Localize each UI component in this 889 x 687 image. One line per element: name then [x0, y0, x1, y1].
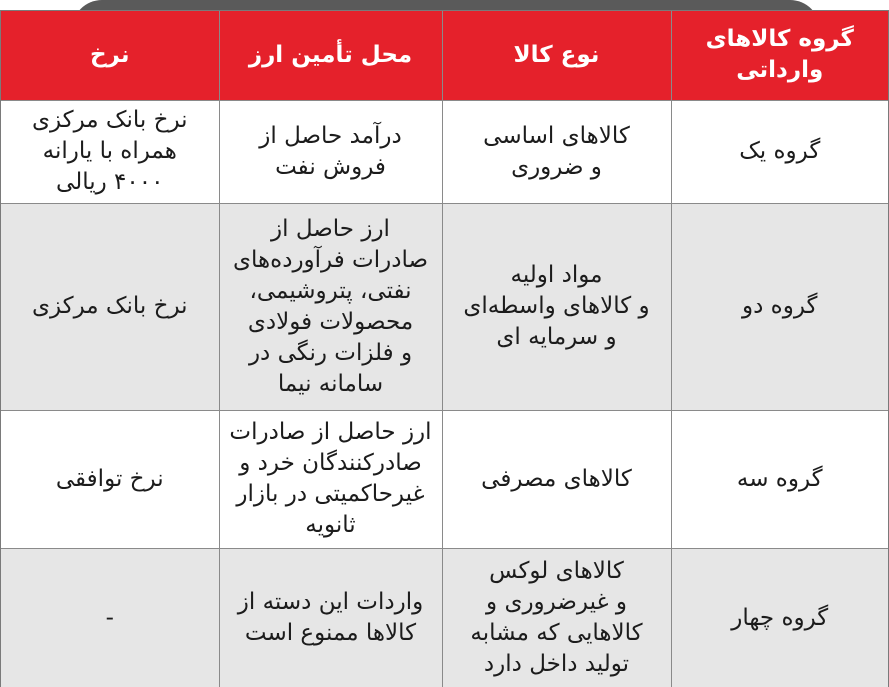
table-header-row: [1, 11, 888, 100]
cell-goods-type: کالاهای لوکس و غیرضروری و کالاهایی که مشابه تولید داخل دارد: [442, 548, 671, 687]
cell-group: گروه یک: [671, 100, 888, 203]
cell-rate: نرخ بانک مرکزی همراه با یارانه ۴۰۰۰ ریالی: [1, 100, 219, 203]
cell-fx-source: درآمد حاصل از فروش نفت: [219, 100, 442, 203]
table-row: [1, 203, 888, 410]
table-row: [1, 410, 888, 548]
cell-group: گروه چهار: [671, 548, 888, 687]
cell-goods-type: کالاهای مصرفی: [442, 410, 671, 548]
header-group: گروه کالاهای وارداتی: [671, 11, 888, 100]
table-row: [1, 100, 888, 203]
cell-rate: نرخ بانک مرکزی: [1, 203, 219, 410]
cell-fx-source: ارز حاصل از صادرات صادرکنندگان خرد و غیرحاکمیتی در بازار ثانویه: [219, 410, 442, 548]
cell-fx-source: واردات این دسته از کالاها ممنوع است: [219, 548, 442, 687]
import-groups-table: [1, 11, 888, 687]
header-rate: نرخ: [1, 11, 219, 100]
header-goods-type: نوع کالا: [442, 11, 671, 100]
cell-rate: نرخ توافقی: [1, 410, 219, 548]
cell-goods-type: مواد اولیه و کالاهای واسطه‌ای و سرمایه ای: [442, 203, 671, 410]
cell-goods-type: کالاهای اساسی و ضروری: [442, 100, 671, 203]
cell-group: گروه دو: [671, 203, 888, 410]
import-groups-table-frame: [0, 10, 889, 687]
cell-group: گروه سه: [671, 410, 888, 548]
table-row: [1, 548, 888, 687]
cell-rate: -: [1, 548, 219, 687]
header-fx-source: محل تأمین ارز: [219, 11, 442, 100]
cell-fx-source: ارز حاصل از صادرات فرآورده‌های نفتی، پتروشیمی، محصولات فولادی و فلزات رنگی در سامانه نیما: [219, 203, 442, 410]
